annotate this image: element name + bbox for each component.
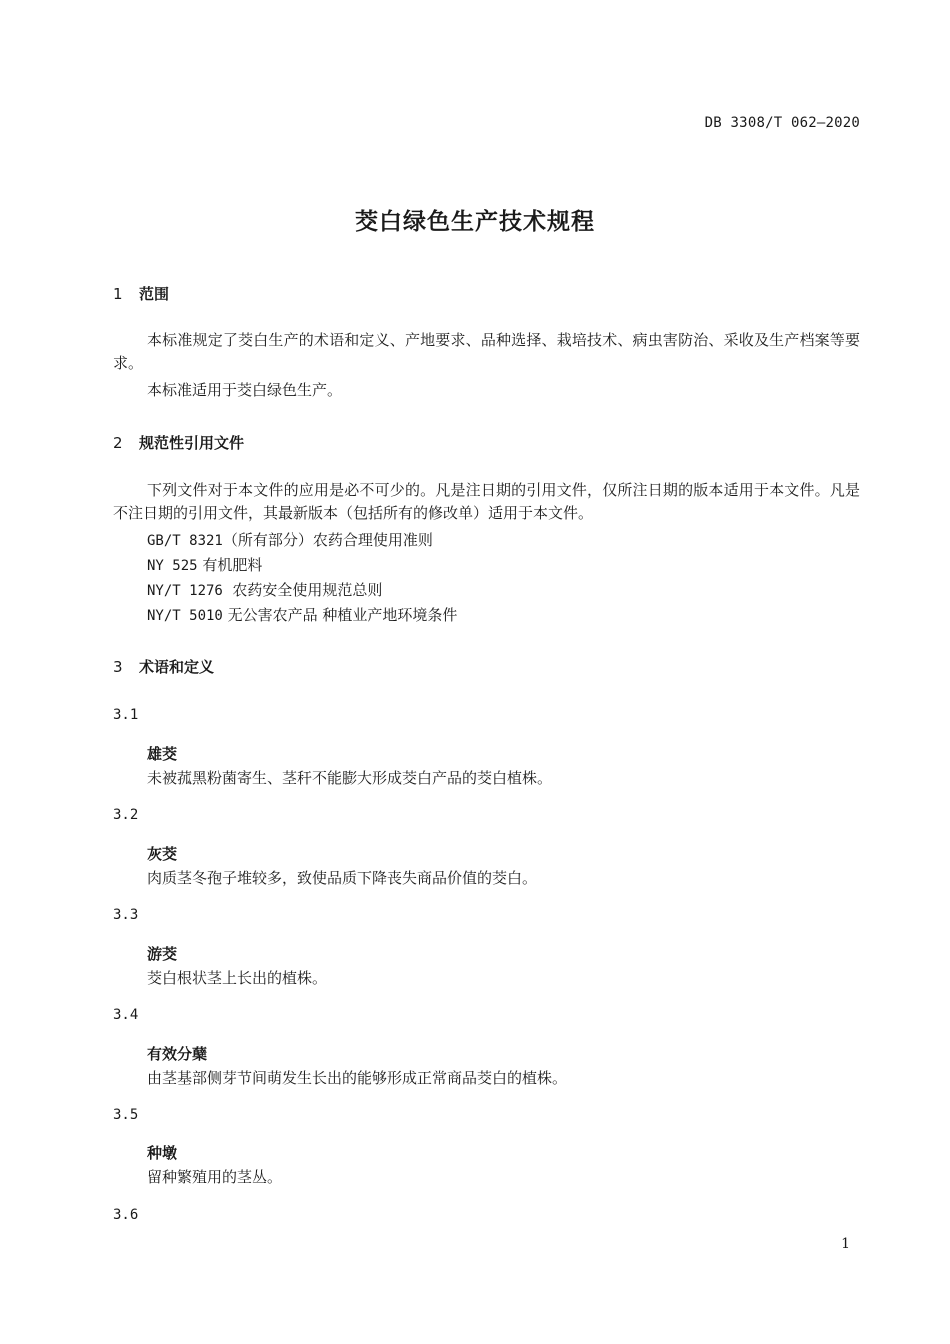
- section-number: 3: [113, 658, 123, 676]
- section-1-scope: 本标准适用于茭白绿色生产。: [147, 381, 343, 399]
- term-name: 游茭: [147, 945, 178, 963]
- term-number: 3.1: [113, 707, 139, 723]
- term-definition: 肉质茎冬孢子堆较多，致使品质下降丧失商品价值的茭白。: [147, 869, 538, 887]
- section-1-paragraph: 本标准规定了茭白生产的术语和定义、产地要求、品种选择、栽培技术、病虫害防治、采收及生产档案等要求。: [113, 331, 860, 372]
- section-number: 1: [113, 285, 123, 303]
- section-1-heading: [113, 283, 169, 304]
- term-definition: 茭白根状茎上长出的植株。: [147, 969, 328, 987]
- reference-code: NY/T 5010: [147, 608, 223, 624]
- reference-item: [147, 529, 433, 553]
- term-number: 3.2: [113, 807, 139, 823]
- section-title: 范围: [139, 285, 170, 303]
- section-2-paragraph: 下列文件对于本文件的应用是必不可少的。凡是注日期的引用文件，仅所注日期的版本适用于本文件。凡是不注日期的引用文件，其最新版本（包括所有的修改单）适用于本文件。: [113, 481, 860, 522]
- term-number: 3.3: [113, 907, 139, 923]
- reference-title: 农药安全使用规范总则: [222, 581, 383, 599]
- reference-item: [147, 579, 382, 603]
- reference-item: [147, 554, 262, 578]
- section-number: 2: [113, 434, 123, 452]
- term-name: 有效分蘖: [147, 1045, 208, 1063]
- term-number: 3.5: [113, 1107, 139, 1123]
- term-name: 雄茭: [147, 745, 178, 763]
- term-name: 灰茭: [147, 845, 178, 863]
- reference-code: NY 525: [147, 558, 198, 574]
- section-title: 规范性引用文件: [139, 434, 245, 452]
- reference-code: NY/T 1276: [147, 583, 223, 599]
- term-name: 种墩: [147, 1144, 178, 1162]
- reference-code: GB/T 8321: [147, 533, 223, 549]
- document-title: 茭白绿色生产技术规程: [355, 209, 595, 235]
- section-2-heading: [113, 432, 244, 453]
- reference-item: [147, 604, 457, 628]
- reference-title: （所有部分）农药合理使用准则: [222, 531, 433, 549]
- term-definition: 由茎基部侧芽节间萌发生长出的能够形成正常商品茭白的植株。: [147, 1069, 568, 1087]
- standard-code: DB 3308/T 062—2020: [704, 115, 860, 131]
- reference-title: 无公害农产品 种植业产地环境条件: [222, 606, 458, 624]
- section-3-heading: [113, 656, 214, 677]
- term-definition: 未被菰黑粉菌寄生、茎秆不能膨大形成茭白产品的茭白植株。: [147, 769, 553, 787]
- section-title: 术语和定义: [139, 658, 215, 676]
- term-definition: 留种繁殖用的茎丛。: [147, 1168, 283, 1186]
- page-number: 1: [841, 1236, 850, 1252]
- reference-title: 有机肥料: [197, 556, 263, 574]
- term-number: 3.4: [113, 1007, 139, 1023]
- term-number: 3.6: [113, 1207, 139, 1223]
